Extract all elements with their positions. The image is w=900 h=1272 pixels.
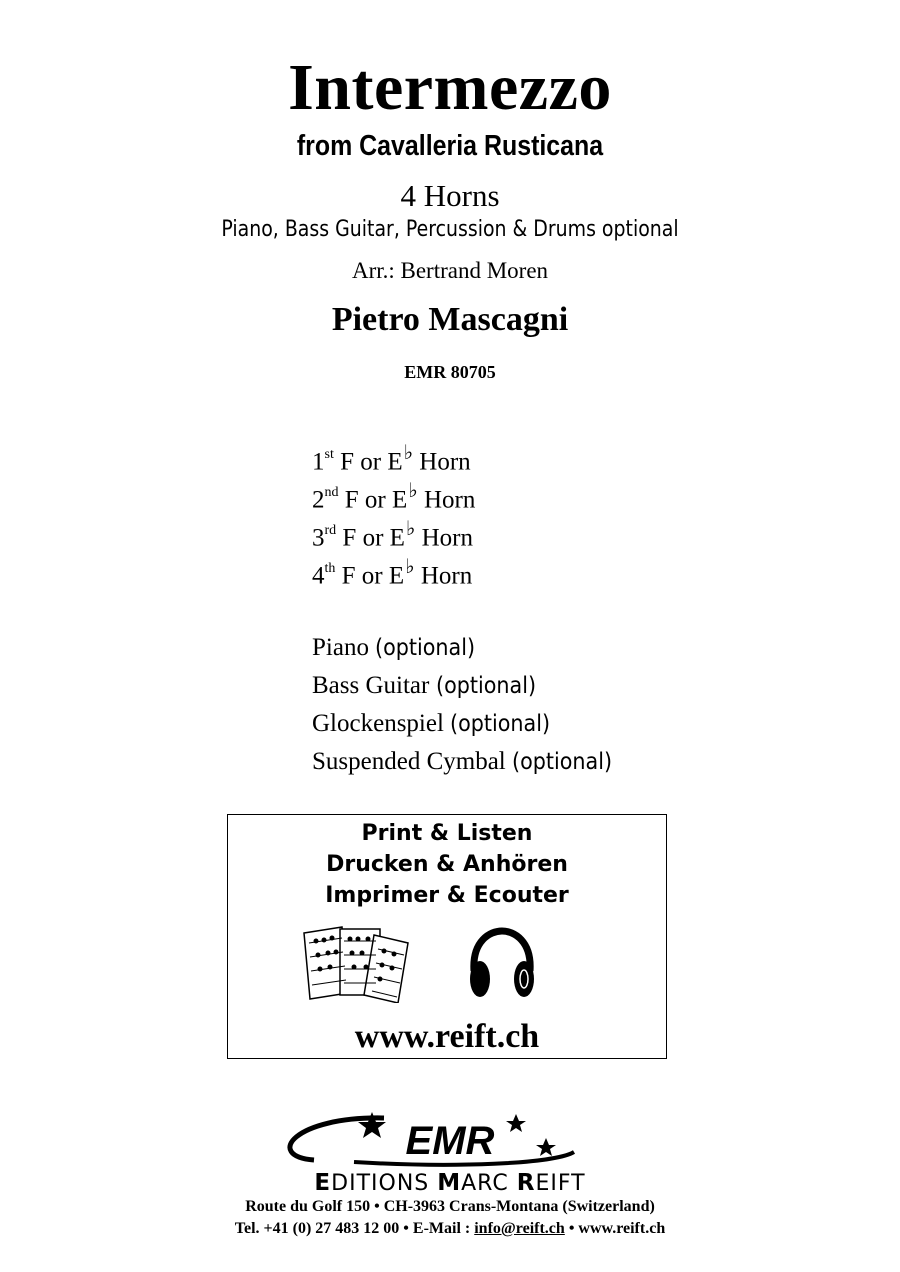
print-listen-label: Print & Listen — [361, 821, 533, 846]
subtitle: from Cavalleria Rusticana — [296, 130, 604, 162]
horn-part: 2nd F or E♭ Horn — [312, 478, 476, 514]
emr-logo-text: EMR — [405, 1119, 495, 1163]
flat-icon: ♭ — [405, 516, 416, 541]
print-listen-box — [227, 814, 667, 1059]
optional-part: Glockenspiel (optional) — [312, 710, 551, 737]
flat-icon: ♭ — [408, 478, 418, 503]
flat-icon: ♭ — [403, 440, 414, 465]
drucken-anhoeren-label: Drucken & Anhören — [326, 852, 568, 877]
ensemble: 4 Horns — [400, 178, 500, 213]
flat-icon: ♭ — [405, 554, 415, 579]
publisher-contact: Tel. +41 (0) 27 483 12 00 • E-Mail : info@reift.ch • www.reift.ch — [234, 1220, 666, 1237]
website-link-footer[interactable]: • www.reift.ch — [564, 1220, 666, 1237]
optional-parts-list — [312, 633, 623, 785]
imprimer-ecouter-label: Imprimer & Ecouter — [325, 883, 569, 908]
horn-part: 1st F or E♭ Horn — [312, 440, 471, 476]
optional-part: Bass Guitar (optional) — [312, 672, 536, 699]
optional-part: Suspended Cymbal (optional) — [312, 748, 613, 775]
horn-part: 3rd F or E♭ Horn — [312, 516, 473, 552]
horn-parts-list — [312, 442, 475, 594]
email-link[interactable]: info@reift.ch — [474, 1220, 565, 1237]
page-title: Intermezzo — [288, 51, 612, 124]
sheet-music-icon — [300, 923, 412, 1003]
publisher-name: EDITIONS MARC REIFT — [314, 1170, 586, 1196]
catalog-number: EMR 80705 — [404, 362, 496, 382]
emr-logo — [254, 1108, 644, 1170]
headphones-icon — [466, 927, 538, 1003]
optional-instruments-line: Piano, Bass Guitar, Percussion & Drums optional — [221, 217, 679, 242]
horn-part: 4th F or E♭ Horn — [312, 554, 473, 590]
arranger: Arr.: Bertrand Moren — [351, 258, 549, 283]
publisher-address: Route du Golf 150 • CH-3963 Crans-Montana (Switzerland) — [245, 1198, 655, 1215]
optional-part: Piano (optional) — [312, 634, 476, 661]
composer: Pietro Mascagni — [331, 301, 569, 338]
website-link[interactable]: www.reift.ch — [354, 1018, 540, 1055]
